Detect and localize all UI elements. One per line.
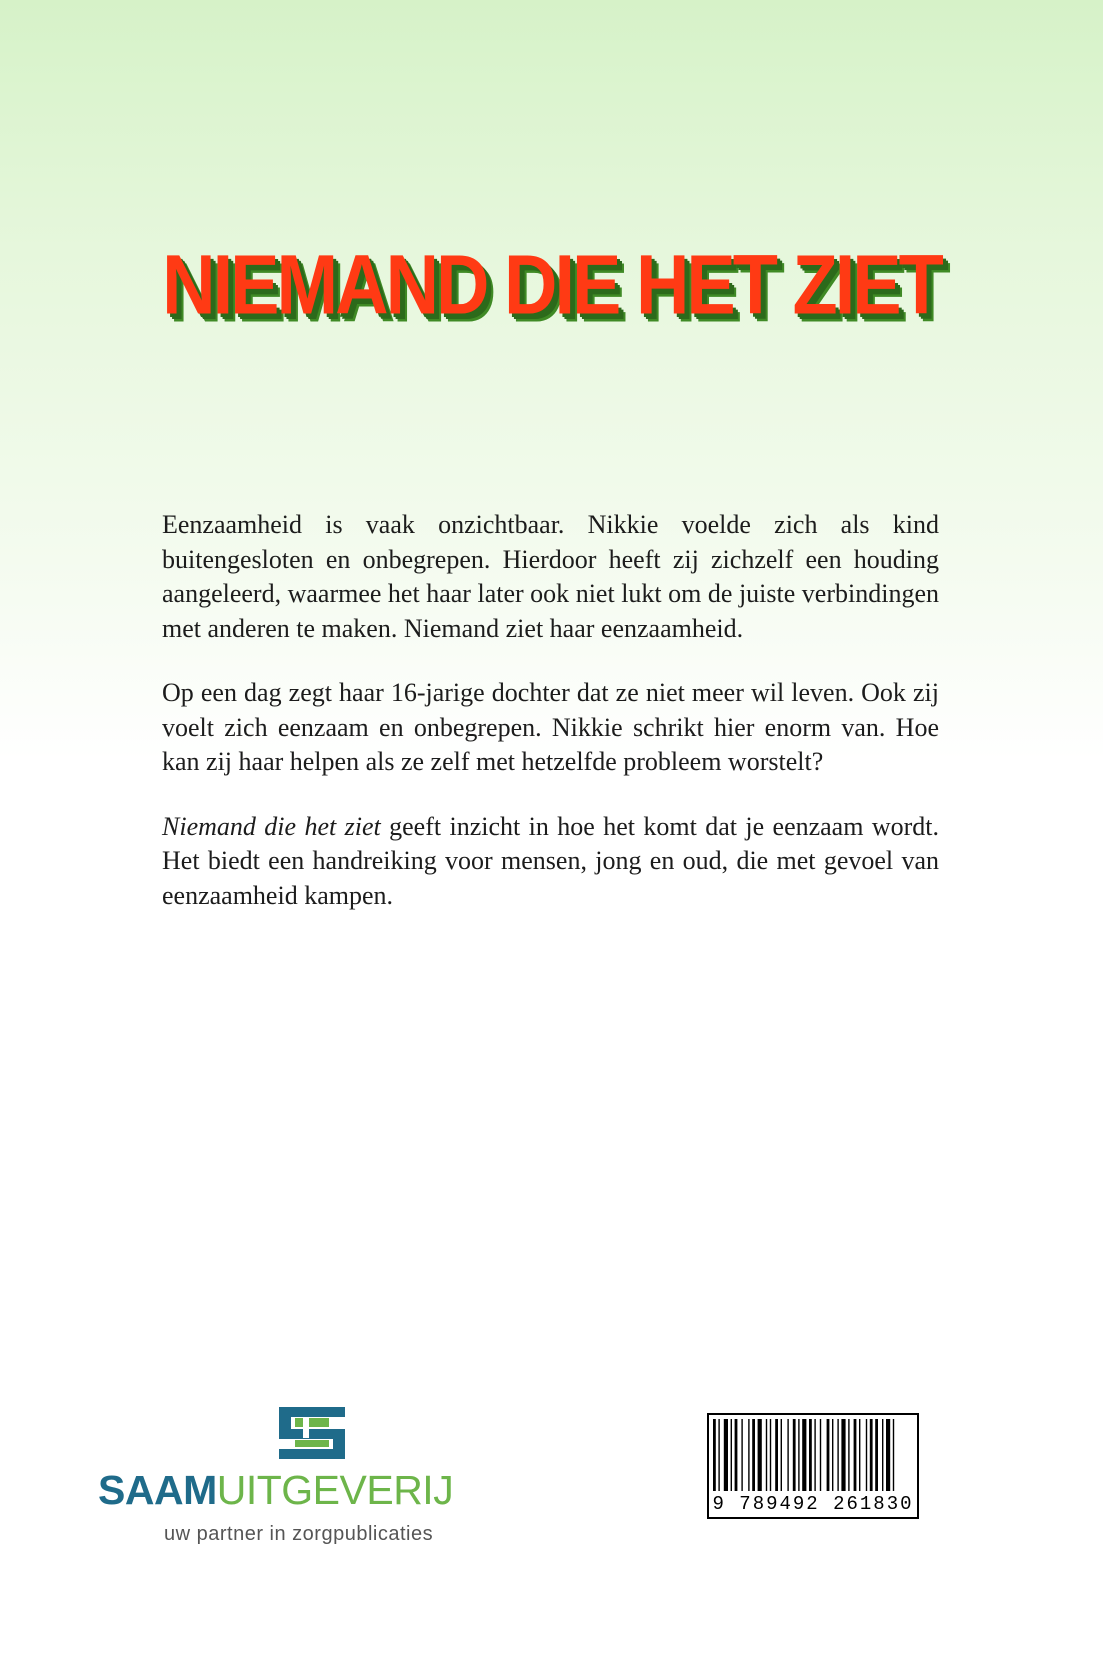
blurb-paragraph-3 [162, 810, 939, 914]
publisher-name-saam: SAAM [98, 1467, 217, 1513]
publisher-tagline: uw partner in zorgpublicaties [164, 1523, 434, 1545]
barcode-bars [713, 1419, 913, 1491]
blurb-book-title-italic: Niemand die het ziet [162, 811, 381, 841]
isbn-number: 9 789492 261830 [712, 1493, 914, 1515]
book-s-logo-icon [273, 1403, 353, 1463]
publisher-name-uitgeverij: UITGEVERIJ [216, 1467, 454, 1513]
publisher-logo-block [98, 1403, 538, 1553]
blurb-paragraph-1: Eenzaamheid is vaak onzichtbaar. Nikkie voelde zich als kind buitengesloten en onbegrepen. Hierdoor heeft zij zichzelf een houding aangeleerd, waarmee het haar later ook niet lukt om de juiste verbindingen met anderen te maken. Niemand ziet haar eenzaamheid. [162, 510, 939, 643]
publisher-name [98, 1467, 453, 1514]
blurb-paragraph-3-text: geeft inzicht in hoe het komt dat je eenzaam wordt. Het biedt een handreiking voor mensen, jong en oud, die met gevoel van eenzaamheid kampen. [162, 811, 940, 910]
book-title: NIEMAND DIE HET ZIET [162, 237, 941, 332]
back-cover-blurb [162, 508, 939, 943]
isbn-barcode [707, 1413, 919, 1519]
blurb-paragraph-2: Op een dag zegt haar 16-jarige dochter dat ze niet meer wil leven. Ook zij voelt zich eenzaam en onbegrepen. Nikkie schrikt hier enorm van. Hoe kan zij haar helpen als ze zelf met hetzelfde probleem worstelt? [162, 678, 939, 776]
